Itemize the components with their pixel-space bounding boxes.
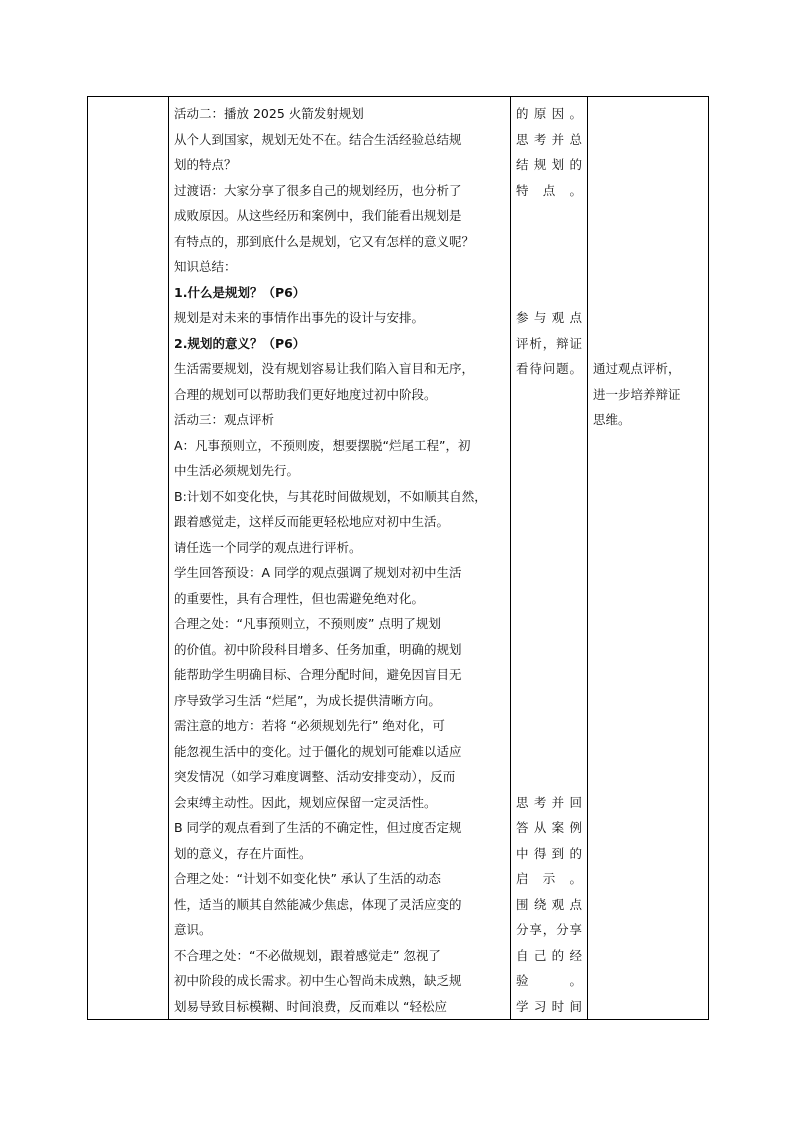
teacher-text-line: B:计划不如变化快，与其花时间做规划，不如顺其自然，: [174, 488, 487, 504]
teacher-text-line: 性，适当的顺其自然能减少焦虑，体现了灵活应变的: [174, 896, 462, 912]
teacher-text-line: 合理之处：“凡事预则立，不预则废” 点明了规划: [174, 616, 441, 631]
table-row: [88, 97, 709, 1020]
intent-text-line: 进一步培养辩证: [593, 386, 681, 402]
teacher-text-line: 序导致学习生活 “烂尾”，为成长提供清晰方向。: [174, 692, 441, 708]
teacher-text-line: 活动二：播放 2025 火箭发射规划: [174, 106, 364, 121]
teacher-text-line: 规划是对未来的事情作出事先的设计与安排。: [174, 310, 425, 325]
intent-text-line: 通过观点评析，: [593, 361, 681, 376]
teacher-text-line: 不合理之处：“不必做规划，跟着感觉走” 忽视了: [174, 947, 441, 963]
teacher-text-line: 合理之处：“计划不如变化快” 承认了生活的动态: [174, 871, 441, 886]
student-text-line: 验。: [516, 973, 582, 988]
teacher-text-line: 能帮助学生明确目标、合理分配时间，避免因盲目无: [174, 667, 462, 682]
design-intent-cell: [588, 97, 709, 1020]
student-activity-text: [511, 97, 587, 1014]
teacher-text-line: 初中阶段的成长需求。初中生心智尚未成熟，缺乏规: [174, 973, 462, 988]
student-text-line: 特点。: [516, 182, 582, 198]
student-text-line: 思考并回: [516, 794, 582, 810]
lesson-plan-table: [87, 96, 709, 1020]
student-text-line: 中得到的: [516, 845, 582, 861]
teacher-text-line: 的价值。初中阶段科目增多、任务加重，明确的规划: [174, 641, 462, 657]
teacher-text-line: 生活需要规划，没有规划容易让我们陷入盲目和无序，: [174, 361, 475, 376]
teacher-text-line: 从个人到国家，规划无处不在。结合生活经验总结规: [174, 131, 462, 147]
teacher-activity-cell: [169, 97, 511, 1020]
student-text-line: 学习时间: [516, 998, 582, 1014]
teacher-text-line: 2.规划的意义？（P6）: [174, 335, 306, 351]
teacher-text-line: A：凡事预则立，不预则废，想要摆脱“烂尾工程”，初: [174, 437, 471, 453]
teacher-text-line: 学生回答预设：A 同学的观点强调了规划对初中生活: [174, 565, 462, 580]
teacher-activity-text: [169, 97, 510, 1019]
teacher-text-line: 1.什么是规划？（P6）: [174, 284, 306, 300]
teacher-text-line: 会束缚主动性。因此，规划应保留一定灵活性。: [174, 794, 437, 810]
teacher-text-line: 成败原因。从这些经历和案例中，我们能看出规划是: [174, 208, 462, 223]
student-text-line: 自己的经: [516, 947, 582, 963]
teacher-text-line: 知识总结：: [174, 259, 237, 274]
teacher-text-line: 跟着感觉走，这样反而能更轻松地应对初中生活。: [174, 514, 450, 529]
student-text-line: 参与观点: [516, 310, 582, 325]
student-text-line: 分享，分享: [516, 922, 582, 937]
teacher-text-line: 活动三：观点评析: [174, 412, 275, 427]
teacher-text-line: 意识。: [174, 922, 212, 937]
teacher-text-line: 合理的规划可以帮助我们更好地度过初中阶段。: [174, 386, 437, 402]
teacher-text-line: B 同学的观点看到了生活的不确定性，但过度否定规: [174, 820, 462, 835]
teacher-text-line: 划的意义，存在片面性。: [174, 845, 312, 861]
student-text-line: 启示。: [516, 871, 582, 886]
design-intent-text: [588, 97, 708, 1001]
student-text-line: 评析，辩证: [516, 335, 582, 351]
teacher-text-line: 中生活必须规划先行。: [174, 463, 300, 478]
teacher-text-line: 需注意的地方：若将 “必须规划先行” 绝对化，可: [174, 718, 445, 733]
teacher-text-line: 请任选一个同学的观点进行评析。: [174, 539, 362, 555]
teacher-text-line: 划易导致目标模糊、时间浪费，反而难以 “轻松应: [174, 998, 447, 1014]
teacher-text-line: 划的特点？: [174, 157, 237, 172]
student-text-line: 结规划的: [516, 157, 582, 172]
teacher-text-line: 的重要性，具有合理性，但也需避免绝对化。: [174, 590, 425, 606]
teacher-text-line: 能忽视生活中的变化。过于僵化的规划可能难以适应: [174, 743, 462, 759]
student-text-line: 思考并总: [516, 131, 582, 147]
teacher-text-line: 有特点的，那到底什么是规划，它又有怎样的意义呢？: [174, 233, 475, 249]
student-activity-cell: [511, 97, 588, 1020]
teacher-text-line: 过渡语：大家分享了很多自己的规划经历，也分析了: [174, 182, 462, 198]
stage-column-cell: [88, 97, 169, 1020]
student-text-line: 围绕观点: [516, 896, 582, 912]
student-text-line: 的原因。: [516, 106, 582, 121]
student-text-line: 答从案例: [516, 820, 582, 835]
teacher-text-line: 突发情况（如学习难度调整、活动安排变动），反而: [174, 769, 456, 784]
intent-text-line: 思维。: [593, 412, 631, 427]
student-text-line: 看待问题。: [516, 361, 582, 376]
